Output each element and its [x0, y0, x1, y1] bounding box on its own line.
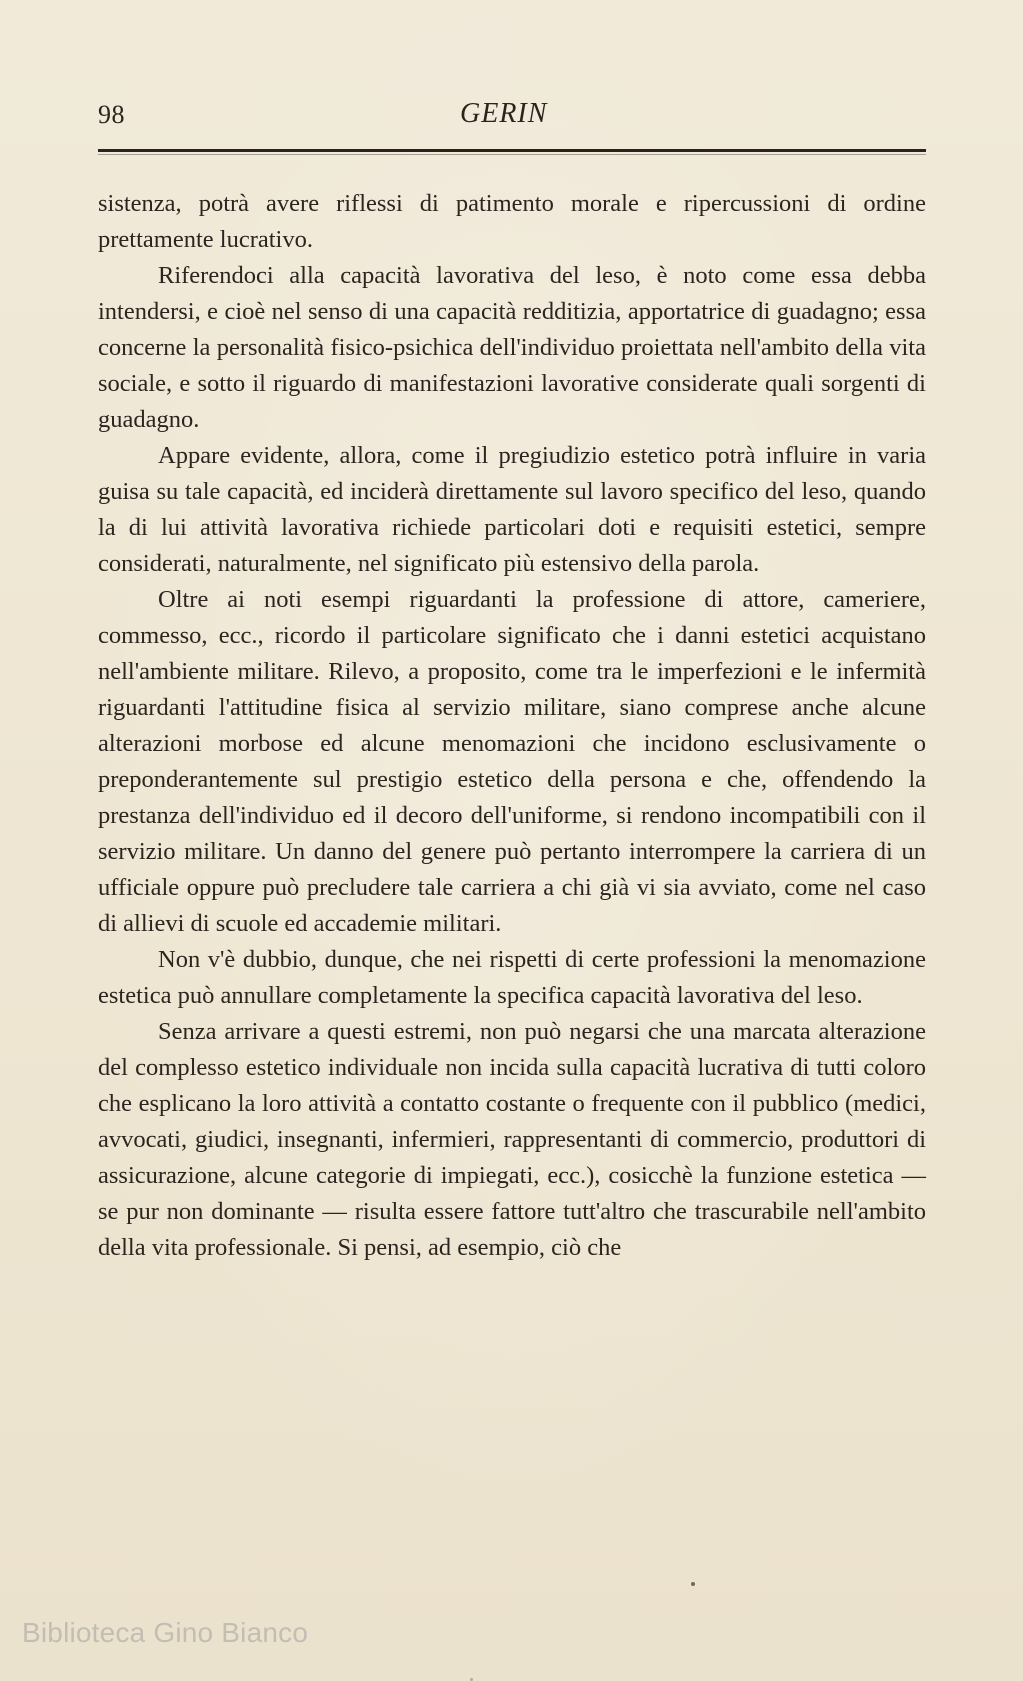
body-text: [98, 186, 926, 1266]
library-watermark: Biblioteca Gino Bianco: [22, 1617, 309, 1648]
paper-speck: [691, 1582, 695, 1586]
paragraph-6: Senza arrivare a questi estremi, non può negarsi che una marcata alterazione del complesso estetico individuale non incida sulla capacità lucrativa di tutti coloro che esplicano la loro attività a contatto costante o frequente con il pubblico (medici, avvocati, giudici, insegnanti, infermieri, rappresentanti di commercio, produttori di assicurazione, alcune categorie di impiegati, ecc.), cosicchè la funzione estetica — se pur non dominante — risulta essere fattore tutt'altro che trascurabile nell'ambito della vita professionale. Si pensi, ad esempio, ciò che: [98, 1018, 926, 1261]
paragraph-4: Oltre ai noti esempi riguardanti la professione di attore, cameriere, commesso, ecc., ricordo il particolare significato che i danni estetici acquistano nell'ambiente militare. Rilevo, a proposito, come tra le imperfezioni e le infermità riguardanti l'attitudine fisica al servizio militare, siano comprese anche alcune alterazioni morbose ed alcune menomazioni che incidono esclusivamente o preponderantemente sul prestigio estetico della persona e che, offendendo la prestanza dell'individuo ed il decoro dell'uniforme, si rendono incompatibili con il servizio militare. Un danno del genere può pertanto interrompere la carriera di un ufficiale oppure può precludere tale carriera a chi già vi sia avviato, come nel caso di allievi di scuole ed accademie militari.: [98, 586, 926, 937]
page-number: 98: [98, 100, 125, 129]
header-rule: [98, 149, 926, 152]
page-header: [98, 96, 928, 136]
paragraph-3: Appare evidente, allora, come il pregiudizio estetico potrà influire in varia guisa su tale capacità, ed inciderà direttamente sul lavoro specifico del leso, quando la di lui attività lavorativa richiede particolari doti e requisiti estetici, sempre considerati, naturalmente, nel significato più estensivo della parola.: [98, 442, 926, 577]
paragraph-5: Non v'è dubbio, dunque, che nei rispetti di certe professioni la menomazione estetica può annullare completamente la specifica capacità lavorativa del leso.: [98, 946, 926, 1009]
paragraph-2: Riferendoci alla capacità lavorativa del leso, è noto come essa debba intendersi, e cioè nel senso di una capacità redditizia, apportatrice di guadagno; essa concerne la personalità fisico-psichica dell'individuo proiettata nell'ambito della vita sociale, e sotto il riguardo di manifestazioni lavorative considerate quali sorgenti di guadagno.: [98, 262, 926, 433]
running-head-author: GERIN: [460, 98, 548, 129]
paragraph-1: sistenza, potrà avere riflessi di patimento morale e ripercussioni di ordine prettamente lucrativo.: [98, 190, 926, 253]
header-subrule: [98, 154, 926, 155]
